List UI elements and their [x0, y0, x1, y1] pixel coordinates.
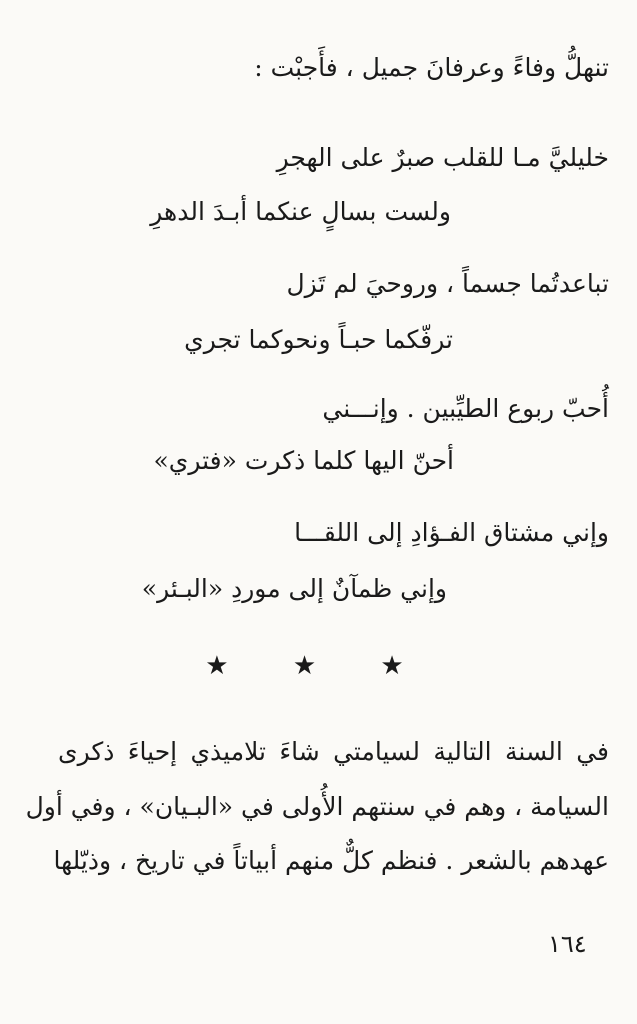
verse-line-5: أُحبّ ربوع الطيِّبين . وإنـــني [322, 394, 609, 423]
prose-line-intro: تنهلُّ وفاءً وعرفانَ جميل ، فأَجبْت : [254, 53, 609, 82]
verse-line-6: أحنّ اليها كلما ذكرت «فتري» [153, 446, 454, 475]
paragraph-line-2: السيامة ، وهم في سنتهم الأُولى في «البـيان» ، وفي أول [25, 792, 609, 821]
verse-line-7: وإني مشتاق الفـؤادِ إلى اللقـــا [294, 518, 609, 547]
verse-line-2: ولست بسالٍ عنكما أبـدَ الدهرِ [150, 197, 451, 226]
verse-line-1: خليليَّ مـا للقلب صبرٌ على الهجرِ [276, 143, 609, 172]
verse-line-4: ترفّكما حبـاً ونحوكما تجري [184, 325, 453, 354]
section-separator: ★ ★ ★ [205, 651, 432, 681]
paragraph-line-3: عهدهم بالشعر . فنظم كلٌّ منهم أبياتاً في تاريخ ، وذيّلها [53, 846, 609, 875]
verse-line-8: وإني ظمآنٌ إلى موردِ «البـئر» [141, 574, 447, 603]
verse-line-3: تباعدتُما جسماً ، وروحيَ لم تَزل [286, 269, 609, 298]
paragraph-line-1: في السنة التالية لسيامتي شاءَ تلاميذي إحياءَ ذكرى [58, 737, 609, 766]
page-number: ١٦٤ [548, 930, 587, 958]
